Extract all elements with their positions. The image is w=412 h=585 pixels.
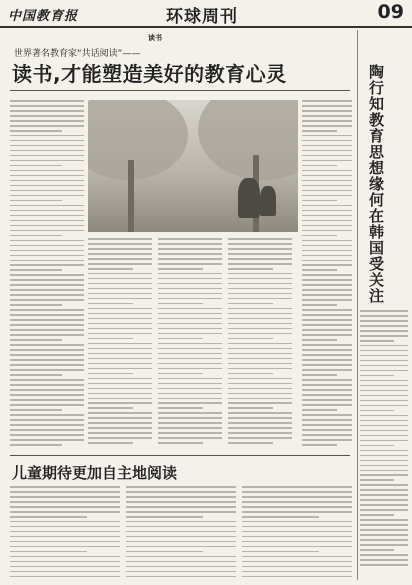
lead-body-column	[88, 238, 152, 447]
lead-body-column	[10, 100, 84, 449]
bottom-story-body	[10, 486, 120, 581]
page-number: 09	[377, 1, 404, 23]
column-tag: 读书	[148, 34, 162, 42]
sidebar-story-headline: 陶行知教育思想缘何在韩国受关注	[367, 64, 385, 304]
lead-kicker: 世界著名教育家“共话阅读”——	[14, 49, 141, 59]
lead-body-column	[228, 238, 292, 447]
lead-body-column	[158, 238, 222, 447]
sidebar-divider	[357, 30, 358, 580]
bottom-story-body	[242, 486, 352, 581]
lead-body-column	[302, 100, 352, 449]
section-title: 环球周刊	[166, 7, 238, 27]
lead-headline: 读书,才能塑造美好的教育心灵	[12, 62, 287, 86]
bottom-story-body	[126, 486, 236, 581]
lead-rule	[10, 90, 350, 91]
bottom-story-headline: 儿童期待更加自主地阅读	[12, 464, 178, 482]
lead-photo	[88, 100, 298, 232]
sidebar-story-body	[360, 310, 408, 569]
bottom-story-rule	[10, 455, 350, 456]
paper-name: 中国教育报	[8, 9, 79, 24]
masthead	[0, 0, 412, 28]
